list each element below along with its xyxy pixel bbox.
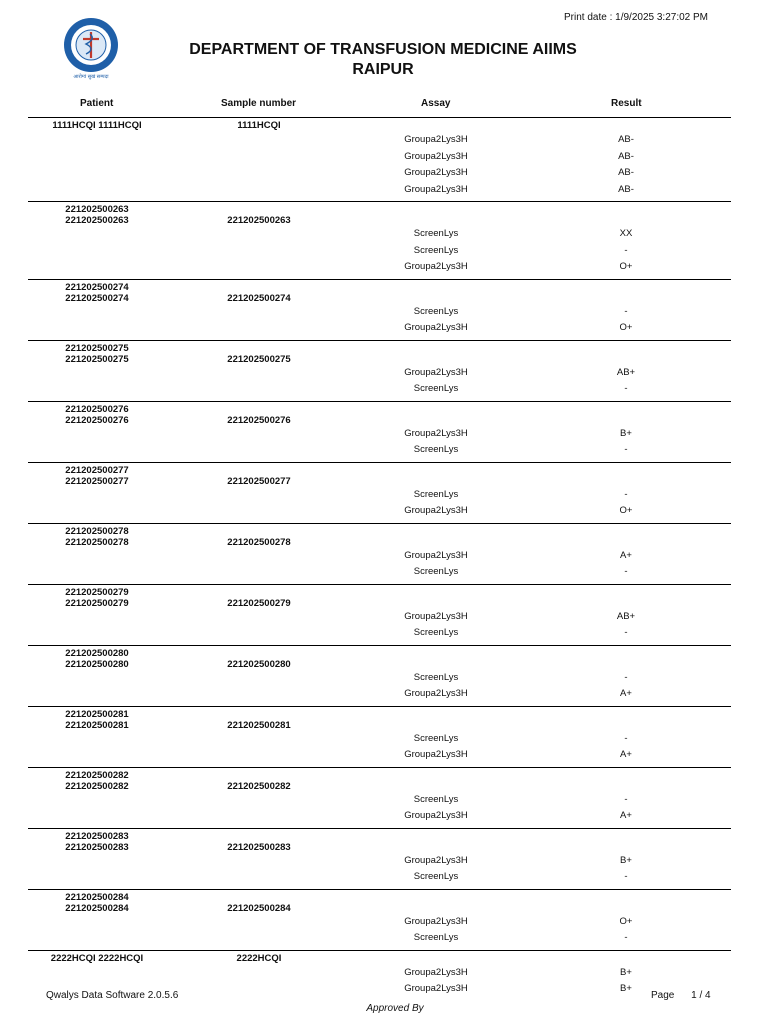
assay-result: B+ bbox=[620, 854, 632, 866]
assay-name: Groupa2Lys3H bbox=[404, 261, 468, 272]
sample-number: 221202500263 bbox=[227, 215, 291, 226]
patient-group bbox=[28, 646, 731, 707]
patient-name-line: 221202500263 bbox=[65, 204, 129, 215]
patient-group bbox=[28, 524, 731, 585]
patient-name bbox=[28, 587, 166, 609]
assay-result: - bbox=[624, 871, 628, 882]
report-title bbox=[130, 40, 636, 80]
print-date: Print date : 1/9/2025 3:27:02 PM bbox=[564, 12, 708, 23]
assay-result: AB- bbox=[618, 167, 634, 178]
assay-result: - bbox=[624, 383, 628, 394]
patient-name bbox=[28, 120, 166, 131]
patient-group bbox=[28, 402, 731, 463]
patient-name bbox=[28, 953, 166, 964]
assay-row bbox=[28, 166, 731, 182]
assay-result: - bbox=[624, 566, 628, 577]
report-title-line1: DEPARTMENT OF TRANSFUSION MEDICINE AIIMS bbox=[189, 41, 577, 58]
assay-result: A+ bbox=[620, 810, 632, 821]
sample-number: 221202500283 bbox=[227, 841, 291, 853]
assay-result: - bbox=[624, 444, 628, 455]
assay-row bbox=[28, 260, 731, 276]
patient-name-line: 221202500279 bbox=[65, 586, 129, 598]
assay-row bbox=[28, 626, 731, 642]
results-table bbox=[28, 118, 731, 1002]
patient-name-line: 221202500277 bbox=[65, 464, 129, 476]
assay-name: Groupa2Lys3H bbox=[404, 427, 468, 439]
assay-name: Groupa2Lys3H bbox=[404, 322, 468, 333]
assay-row bbox=[28, 227, 731, 243]
sample-number: 2222HCQI bbox=[236, 952, 282, 964]
assay-result: B+ bbox=[620, 983, 632, 994]
assay-name: Groupa2Lys3H bbox=[404, 983, 468, 994]
patient-name-line: 221202500274 bbox=[65, 292, 129, 304]
assay-result: AB- bbox=[618, 150, 634, 162]
patient-name-line: 221202500282 bbox=[65, 780, 129, 792]
patient-group bbox=[28, 829, 731, 890]
assay-name: Groupa2Lys3H bbox=[404, 183, 468, 195]
assay-row bbox=[28, 321, 731, 337]
assay-row bbox=[28, 870, 731, 886]
sample-number: 221202500280 bbox=[227, 658, 291, 670]
patient-name-line: 221202500278 bbox=[65, 536, 129, 548]
assay-result: - bbox=[624, 671, 628, 683]
page-number: 1 / 4 bbox=[691, 990, 711, 1001]
patient-name-line: 221202500276 bbox=[65, 414, 129, 426]
assay-name: ScreenLys bbox=[413, 305, 459, 317]
sample-number: 221202500275 bbox=[227, 353, 291, 365]
patient-name-line: 221202500281 bbox=[65, 719, 129, 731]
patient-name-line: 221202500281 bbox=[65, 708, 129, 720]
assay-name: ScreenLys bbox=[413, 627, 459, 638]
assay-row bbox=[28, 244, 731, 260]
patient-group bbox=[28, 768, 731, 829]
patient-name-line: 221202500274 bbox=[65, 281, 129, 293]
patient-name bbox=[28, 648, 166, 670]
assay-result: O+ bbox=[619, 505, 633, 516]
patient-name-line: 221202500280 bbox=[65, 658, 129, 670]
assay-result: - bbox=[624, 627, 628, 638]
assay-row bbox=[28, 305, 731, 321]
assay-row bbox=[28, 793, 731, 809]
patient-name-line: 1111HCQI 1111HCQI bbox=[52, 120, 142, 131]
column-header-assay: Assay bbox=[421, 98, 451, 109]
assay-name: Groupa2Lys3H bbox=[404, 505, 468, 516]
assay-name: ScreenLys bbox=[413, 444, 459, 455]
assay-row bbox=[28, 966, 731, 982]
assay-row bbox=[28, 183, 731, 199]
column-header-result: Result bbox=[611, 98, 642, 109]
assay-name: Groupa2Lys3H bbox=[404, 854, 468, 866]
assay-result: B+ bbox=[620, 427, 632, 439]
assay-result: - bbox=[624, 488, 628, 500]
patient-name-line: 221202500284 bbox=[65, 902, 129, 914]
assay-result: - bbox=[624, 732, 628, 744]
patient-name-line: 2222HCQI 2222HCQI bbox=[50, 952, 144, 964]
assay-result: A+ bbox=[620, 549, 632, 561]
assay-name: Groupa2Lys3H bbox=[404, 688, 468, 699]
assay-row bbox=[28, 732, 731, 748]
patient-name-line: 221202500278 bbox=[65, 525, 129, 537]
patient-name-line: 221202500277 bbox=[65, 475, 129, 487]
assay-result: O+ bbox=[619, 322, 633, 333]
assay-result: - bbox=[624, 244, 628, 256]
approved-by: Approved By bbox=[366, 1003, 424, 1014]
patient-name bbox=[28, 404, 166, 426]
assay-row bbox=[28, 488, 731, 504]
assay-name: ScreenLys bbox=[413, 671, 459, 683]
assay-name: Groupa2Lys3H bbox=[404, 366, 468, 378]
sample-number: 221202500279 bbox=[227, 597, 291, 609]
page-label: Page bbox=[651, 990, 675, 1001]
assay-result: AB- bbox=[618, 183, 634, 195]
assay-name: ScreenLys bbox=[413, 932, 459, 943]
patient-group bbox=[28, 118, 731, 202]
assay-row bbox=[28, 809, 731, 825]
patient-name bbox=[28, 526, 166, 548]
patient-group bbox=[28, 585, 731, 646]
aiims-logo bbox=[62, 16, 120, 80]
patient-group bbox=[28, 890, 731, 951]
sample-number: 1111HCQI bbox=[237, 120, 281, 131]
assay-name: Groupa2Lys3H bbox=[404, 610, 468, 622]
assay-result: O+ bbox=[619, 915, 633, 927]
assay-result: - bbox=[624, 793, 628, 805]
assay-row bbox=[28, 931, 731, 947]
patient-name bbox=[28, 343, 166, 365]
logo-caption: आरोग्यं सुखं सम्पदा bbox=[73, 74, 109, 80]
patient-name-line: 221202500283 bbox=[65, 841, 129, 853]
assay-result: AB+ bbox=[616, 610, 636, 622]
assay-name: Groupa2Lys3H bbox=[404, 966, 468, 978]
assay-name: Groupa2Lys3H bbox=[404, 150, 468, 162]
assay-name: ScreenLys bbox=[413, 793, 459, 805]
assay-name: ScreenLys bbox=[413, 244, 459, 256]
assay-name: ScreenLys bbox=[413, 566, 459, 577]
assay-row bbox=[28, 443, 731, 459]
assay-row bbox=[28, 504, 731, 520]
patient-name-line: 221202500276 bbox=[65, 403, 129, 415]
table-header bbox=[28, 96, 731, 118]
assay-result: A+ bbox=[620, 749, 632, 760]
report-title-line2: RAIPUR bbox=[352, 61, 414, 78]
assay-result: AB- bbox=[618, 134, 634, 145]
sample-number: 221202500284 bbox=[227, 902, 291, 914]
assay-row bbox=[28, 915, 731, 931]
assay-result: A+ bbox=[620, 688, 632, 699]
assay-result: AB+ bbox=[616, 366, 636, 378]
assay-row bbox=[28, 687, 731, 703]
assay-row bbox=[28, 748, 731, 764]
assay-name: ScreenLys bbox=[413, 383, 459, 394]
patient-name bbox=[28, 770, 166, 792]
patient-name-line: 221202500275 bbox=[65, 353, 129, 365]
assay-name: Groupa2Lys3H bbox=[404, 549, 468, 561]
assay-name: Groupa2Lys3H bbox=[404, 134, 468, 145]
patient-name-line: 221202500275 bbox=[65, 342, 129, 354]
patient-group bbox=[28, 341, 731, 402]
patient-group bbox=[28, 280, 731, 341]
assay-row bbox=[28, 854, 731, 870]
patient-group bbox=[28, 202, 731, 280]
sample-number: 221202500274 bbox=[227, 292, 291, 304]
assay-row bbox=[28, 382, 731, 398]
patient-name-line: 221202500282 bbox=[65, 769, 129, 781]
sample-number: 221202500282 bbox=[227, 780, 291, 792]
assay-name: ScreenLys bbox=[413, 228, 459, 239]
patient-name bbox=[28, 204, 166, 226]
assay-result: - bbox=[624, 932, 628, 943]
patient-name-line: 221202500283 bbox=[65, 830, 129, 842]
patient-name bbox=[28, 282, 166, 304]
column-header-sample: Sample number bbox=[221, 98, 297, 109]
software-version: Qwalys Data Software 2.0.5.6 bbox=[46, 990, 179, 1001]
assay-row bbox=[28, 671, 731, 687]
patient-group bbox=[28, 707, 731, 768]
patient-name bbox=[28, 465, 166, 487]
assay-name: ScreenLys bbox=[413, 488, 459, 500]
patient-name bbox=[28, 831, 166, 853]
patient-name-line: 221202500279 bbox=[65, 597, 129, 609]
assay-row bbox=[28, 427, 731, 443]
assay-name: ScreenLys bbox=[413, 732, 459, 744]
patient-name bbox=[28, 709, 166, 731]
assay-name: Groupa2Lys3H bbox=[404, 167, 468, 178]
patient-name-line: 221202500284 bbox=[65, 891, 129, 903]
patient-name bbox=[28, 892, 166, 914]
assay-name: Groupa2Lys3H bbox=[404, 749, 468, 760]
patient-group bbox=[28, 463, 731, 524]
assay-name: Groupa2Lys3H bbox=[404, 810, 468, 821]
assay-row bbox=[28, 549, 731, 565]
assay-result: O+ bbox=[619, 261, 633, 272]
assay-row bbox=[28, 133, 731, 149]
sample-number: 221202500276 bbox=[227, 414, 291, 426]
assay-result: XX bbox=[619, 228, 633, 239]
assay-result: - bbox=[624, 305, 628, 317]
assay-row bbox=[28, 150, 731, 166]
patient-name-line: 221202500280 bbox=[65, 647, 129, 659]
column-header-patient: Patient bbox=[80, 98, 114, 109]
assay-result: B+ bbox=[620, 966, 632, 978]
sample-number: 221202500278 bbox=[227, 536, 291, 548]
assay-name: Groupa2Lys3H bbox=[404, 915, 468, 927]
patient-name-line: 221202500263 bbox=[65, 215, 129, 226]
page-indicator bbox=[651, 990, 711, 1001]
sample-number: 221202500281 bbox=[227, 719, 291, 731]
sample-number: 221202500277 bbox=[227, 475, 291, 487]
assay-name: ScreenLys bbox=[413, 871, 459, 882]
assay-row bbox=[28, 366, 731, 382]
assay-row bbox=[28, 565, 731, 581]
assay-row bbox=[28, 610, 731, 626]
